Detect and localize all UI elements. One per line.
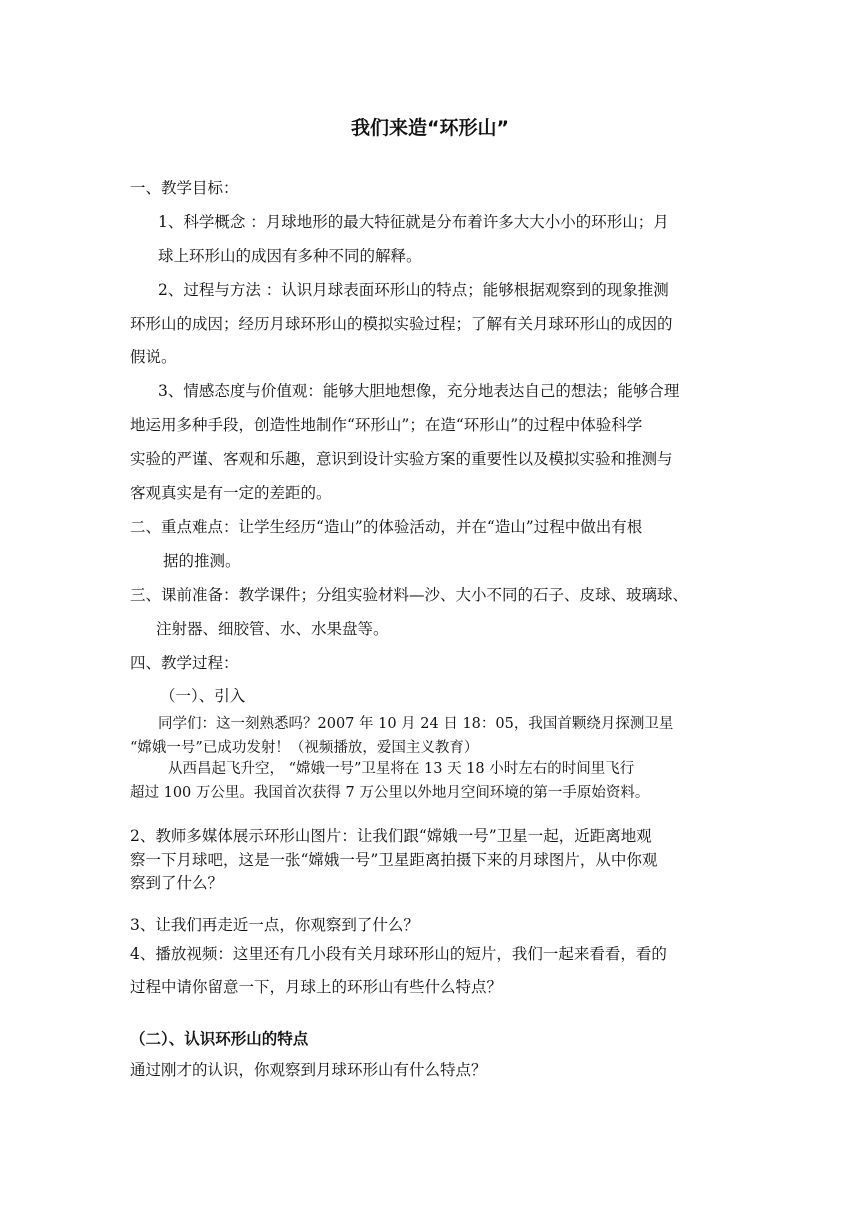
part-2-text: 通过刚才的认识，你观察到月球环形山有什么特点？: [130, 1061, 487, 1079]
document-title: 我们来造“环形山”: [351, 117, 509, 139]
goal-2-line-1: 2、过程与方法 ：认识月球表面环形山的特点；能够根据观察到的现象推测: [158, 281, 669, 299]
goal-2-line-3: 假说。: [130, 348, 177, 366]
goal-3-line-4: 客观真实是有一定的差距的。: [130, 484, 332, 502]
goal-3-line-2: 地运用多种手段，创造性地制作“环形山”；在造“环形山”的过程中体验科学: [130, 416, 643, 434]
step-2-line-3: 察到了什么？: [130, 874, 224, 892]
part-1-heading: （一）、引入: [160, 687, 246, 705]
intro-line-1: 同学们：这一刻熟悉吗？2007 年 10 月 24 日 18：05，我国首颗绕月探测卫星: [158, 716, 674, 732]
step-2-line-1: 2、教师多媒体展示环形山图片：让我们跟“嫦娥一号”卫星一起，近距离地观: [130, 827, 652, 845]
step-4-line-1: 4、播放视频：这里还有几小段有关月球环形山的短片，我们一起来看看，看的: [130, 945, 667, 963]
section-preparation-line-1: 三、课前准备：教学课件；分组实验材料—沙、大小不同的石子、皮球、玻璃球、: [130, 586, 689, 604]
section-heading-goals: 一、教学目标：: [130, 179, 239, 197]
intro-line-3: 从西昌起飞升空， “嫦娥一号”卫星将在 13 天 18 小时左右的时间里飞行: [168, 761, 635, 777]
section-key-points-line-2: 据的推测。: [163, 552, 241, 570]
goal-3-line-1: 3、情感态度与价值观：能够大胆地想像，充分地表达自己的想法；能够合理: [158, 382, 680, 400]
intro-line-2: “嫦娥一号”已成功发射！（视频播放，爱国主义教育）: [130, 740, 479, 756]
step-2-line-2: 察一下月球吧，这是一张“嫦娥一号”卫星距离拍摄下来的月球图片，从中你观: [130, 851, 658, 869]
section-key-points-line-1: 二、重点难点：让学生经历“造山”的体验活动，并在“造山”过程中做出有根: [130, 518, 643, 536]
intro-line-4: 超过 100 万公里。我国首次获得 7 万公里以外地月空间环境的第一手原始资料。: [130, 785, 650, 801]
step-3-line: 3、让我们再走近一点，你观察到了什么？: [130, 916, 419, 934]
section-heading-process: 四、教学过程：: [130, 654, 239, 672]
section-preparation-line-2: 注射器、细胶管、水、水果盘等。: [156, 620, 389, 638]
goal-1-line-2: 球上环形山的成因有多种不同的解释。: [158, 247, 422, 265]
step-4-line-2: 过程中请你留意一下，月球上的环形山有些什么特点？: [130, 978, 503, 996]
goal-1-line-1: 1、科学概念 ：月球地形的最大特征就是分布着许多大大小小的环形山；月: [158, 213, 669, 231]
part-2-heading: （二）、认识环形山的特点: [130, 1030, 309, 1048]
goal-3-line-3: 实验的严谨、客观和乐趣，意识到设计实验方案的重要性以及模拟实验和推测与: [130, 450, 673, 468]
goal-2-line-2: 环形山的成因；经历月球环形山的模拟实验过程；了解有关月球环形山的成因的: [130, 315, 673, 333]
